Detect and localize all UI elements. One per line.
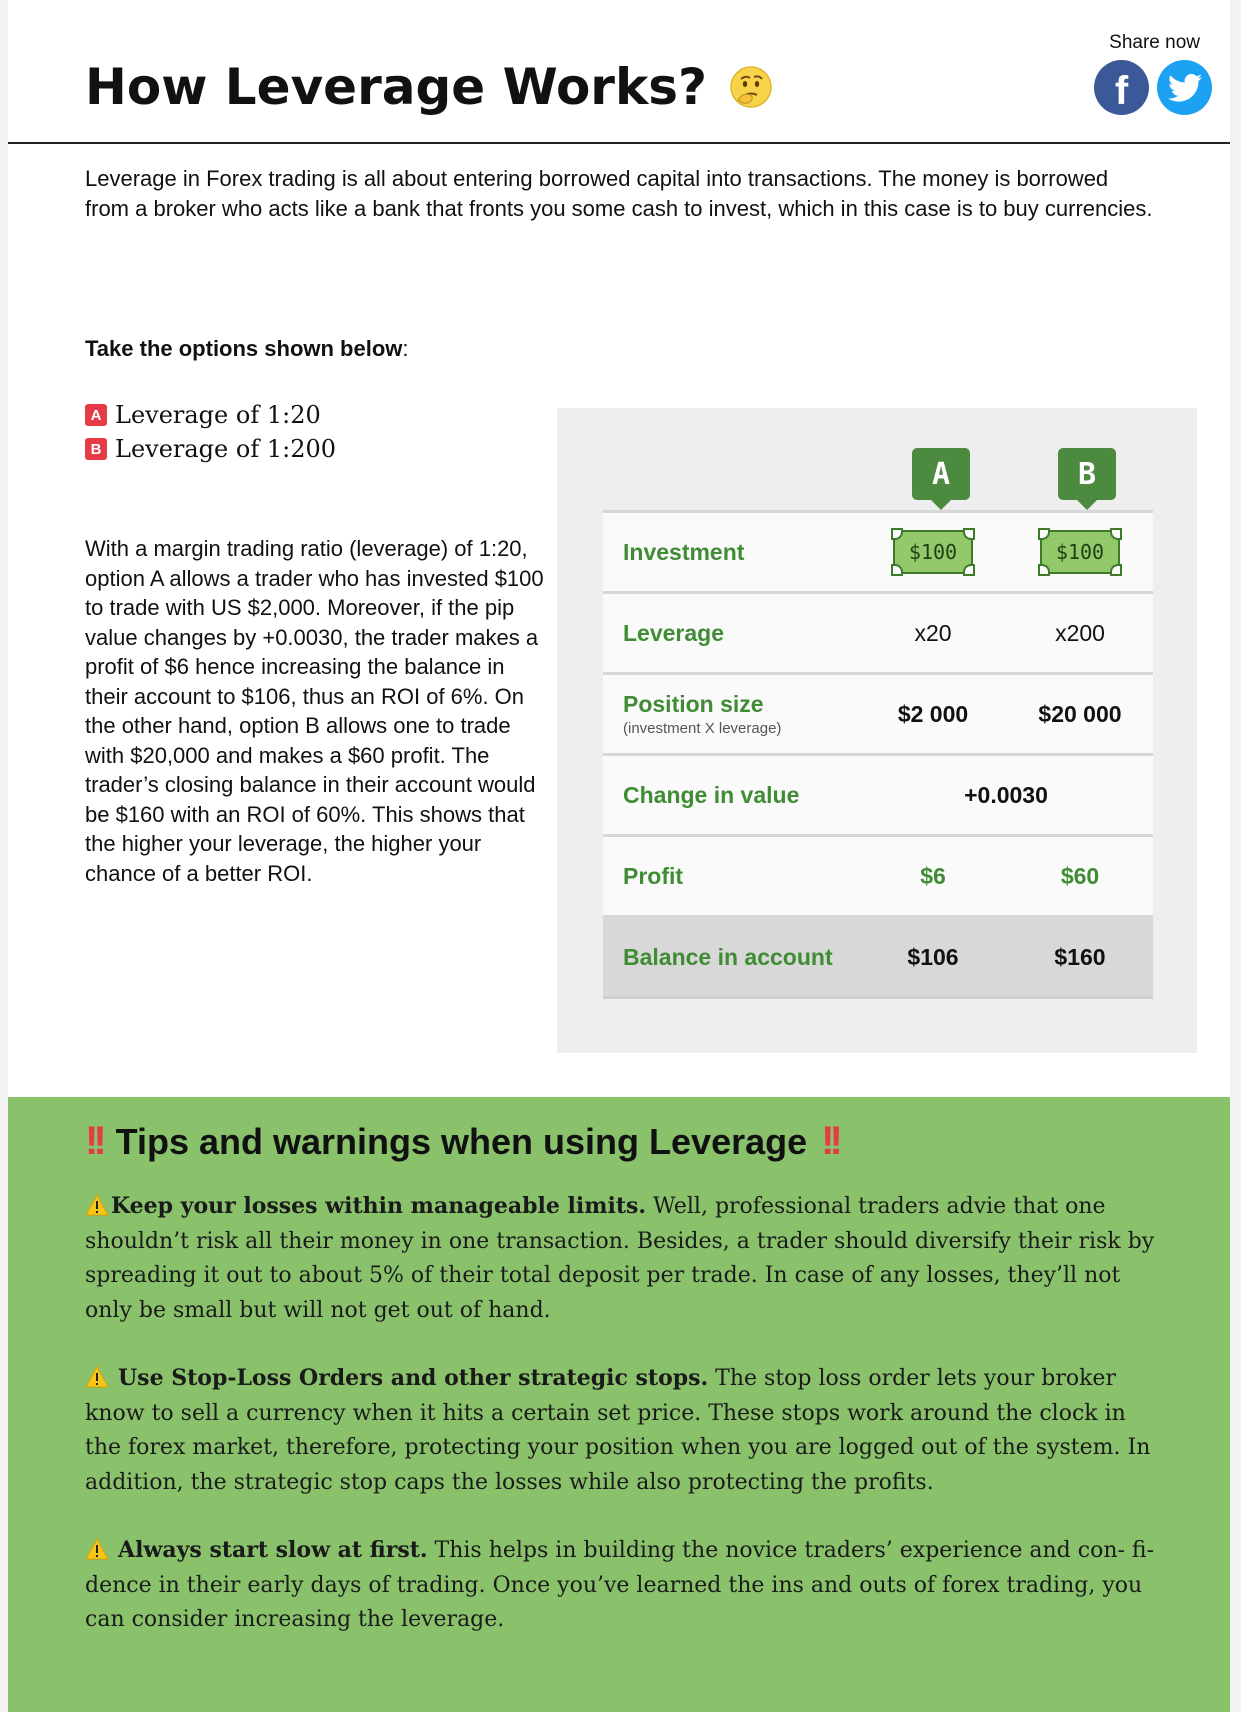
option-a-text: Leverage of 1:20 [115,401,321,429]
option-b [85,432,336,466]
position-b-value: $20 000 [1038,700,1122,727]
twitter-share-button[interactable] [1157,60,1212,115]
profit-a-value: $6 [920,862,946,889]
tip-item [85,1533,1160,1638]
tips-title-text: Tips and warnings when using Leverage [115,1120,808,1162]
change-value: +0.0030 [964,781,1048,808]
options-heading [85,336,409,362]
social-share-buttons [1094,60,1212,115]
svg-text:f: f [1114,69,1129,113]
option-a [85,398,336,432]
warning-icon [85,1366,109,1388]
column-b-badge: B [1058,448,1116,500]
row-sublabel: (investment X leverage) [623,720,782,737]
row-label: Leverage [623,619,725,646]
row-investment [603,510,1153,591]
tip-body: Well, professional traders advie that one shouldn’t risk all their money in one transaction. Besides, a trader should diversify their risk by spreading it out to about 5% of their total deposit per trade. In case of any losses, they’ll not only be small but will not get out of hand. [85,1194,1155,1323]
tips-section [8,1097,1230,1712]
option-list [85,398,336,466]
position-a-value: $2 000 [897,700,969,727]
options-heading-colon: : [402,336,409,361]
warning-icon [85,1538,109,1560]
row-leverage [603,591,1153,672]
page-title [85,58,773,116]
balance-b-value: $160 [1054,943,1106,970]
twitter-icon [1168,73,1202,103]
row-label: Change in value [623,781,800,808]
double-exclamation-icon: !! [85,1119,102,1163]
row-change-in-value [603,753,1153,834]
intro-paragraph: Leverage in Forex trading is all about entering borrowed capital into transactions. The money is borrowed from a broker who acts like a bank that fronts you some cash to invest, which in this case is to buy currencies. [85,166,1153,221]
leverage-comparison-table [557,408,1197,1053]
facebook-icon [1094,60,1149,115]
options-heading-text: Take the options shown below [85,336,403,361]
money-bill-icon [893,530,973,574]
page-title-text: How Leverage Works? [85,58,707,116]
tip-body: The stop loss order lets your broker know to sell a currency when it hits a certain set price. These stops work around the clock in the forex market, therefore, protecting your position when you are logged out of the system. In addition, the strategic stop caps the losses while also protecting the profits. [85,1366,1151,1495]
article-page [8,0,1230,1712]
investment-b-value: $100 [1055,540,1105,564]
share-now-label: Share now [1109,32,1200,53]
facebook-share-button[interactable] [1094,60,1149,115]
thinking-face-icon [729,65,773,109]
row-label: Balance in account [623,943,833,970]
title-divider [8,142,1230,144]
option-a-badge: A [85,404,107,426]
option-b-badge: B [85,438,107,460]
row-label: Investment [623,538,745,565]
tip-item [85,1189,1160,1328]
row-position-size [603,672,1153,753]
row-label: Position size [623,691,764,717]
warning-icon [85,1194,109,1216]
investment-a-value: $100 [908,540,958,564]
leverage-b-value: x200 [1055,619,1105,646]
option-b-text: Leverage of 1:200 [115,435,337,463]
tip-heading: Always start slow at first. [118,1537,428,1563]
tips-title [85,1119,838,1164]
balance-a-value: $106 [907,943,959,970]
row-profit [603,834,1153,915]
row-balance [603,915,1153,999]
column-a-badge: A [912,448,970,500]
leverage-a-value: x20 [914,619,952,646]
tip-body: This helps in building the novice traders’ experience and con- fi- dence in their early days of trading. Once you’ve learned the ins and outs of forex trading, you can consider increasing the leverage. [85,1538,1155,1632]
tip-heading: Use Stop-Loss Orders and other strategic stops. [118,1365,709,1391]
double-exclamation-icon: !! [821,1119,838,1163]
explanation-paragraph: With a margin trading ratio (leverage) of 1:20, option A allows a trader who has invested $100 to trade with US $2,000. Moreover, if the pip value changes by +0.0030, the trader makes a profit of $6 hence increasing the balance in their account to $106, thus an ROI of 6%. On the other hand, option B allows one to trade with $20,000 and makes a $60 profit. The trader’s closing balance in their account would be $160 with an ROI of 60%. This shows that the higher your leverage, the higher your chance of a better ROI. [85,536,544,886]
tip-heading: Keep your losses within manageable limits. [111,1193,647,1219]
profit-b-value: $60 [1060,862,1100,889]
row-label: Profit [623,862,684,889]
tip-item [85,1361,1160,1500]
money-bill-icon [1040,530,1120,574]
